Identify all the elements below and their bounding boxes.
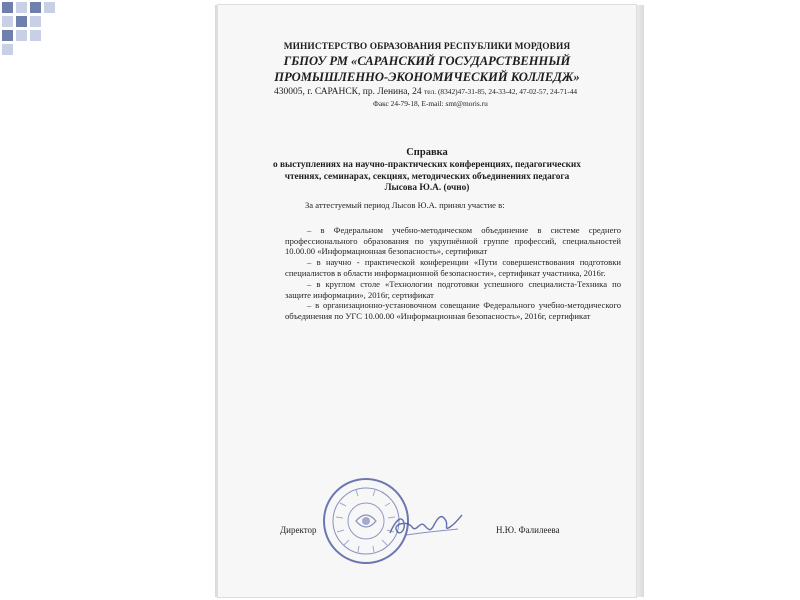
college-name-line2: ПРОМЫШЛЕННО-ЭКОНОМИЧЕСКИЙ КОЛЛЕДЖ» — [274, 70, 580, 84]
document-body — [285, 200, 621, 322]
fax-email: Факс 24-79-18, E-mail: smt@moris.ru — [373, 99, 488, 108]
participation-item: – в организационно-установочном совещание Федерального учебно-методического объединения по УГС 10.00.00 «Информационная безопасность», 2016г, сертификат — [285, 300, 621, 322]
corner-square — [2, 16, 13, 27]
corner-square — [30, 30, 41, 41]
college-name-line1: ГБПОУ РМ «САРАНСКИЙ ГОСУДАРСТВЕННЫЙ — [283, 54, 571, 68]
slide-corner-decoration — [0, 0, 70, 60]
document-subtitle-line2: чтениях, семинарах, секциях, методических объединениях педагога — [284, 172, 570, 182]
corner-square — [16, 16, 27, 27]
corner-square — [44, 2, 55, 13]
signatory-name: Н.Ю. Фалилеева — [496, 525, 560, 535]
address-text: 430005, г. САРАНСК, пр. Ленина, 24 — [274, 87, 422, 97]
corner-square — [30, 2, 41, 13]
corner-square — [2, 44, 13, 55]
signature-role: Директор — [280, 525, 317, 535]
corner-square — [30, 16, 41, 27]
document-subtitle-line1: о выступлениях на научно-практических конференциях, педагогических — [273, 160, 581, 170]
phone-numbers: тел. (8342)47-31-85, 24-33-42, 47-02-57, 24-71-44 — [424, 87, 578, 96]
corner-square — [2, 30, 13, 41]
ministry-name: МИНИСТЕРСТВО ОБРАЗОВАНИЯ РЕСПУБЛИКИ МОРДОВИЯ — [283, 42, 571, 52]
participation-item: – в Федеральном учебно-методическом объединение в системе среднего профессионального образования по укрупнённой группе профессий, специальностей 10.00.00 «Информационная безопасность», сертификат — [285, 224, 621, 257]
handwritten-signature-icon — [386, 507, 466, 543]
corner-square — [16, 2, 27, 13]
corner-square — [16, 30, 27, 41]
corner-square — [2, 2, 13, 13]
participation-item: – в научно - практической конференции «Пути совершенствования подготовки специалистов в области информационной безопасности», сертификат участника, 2016г. — [285, 257, 621, 278]
college-address — [274, 87, 634, 97]
document-title: Справка — [406, 147, 448, 158]
document-subtitle-line3: Лысова Ю.А. (очно) — [384, 183, 470, 193]
intro-paragraph: За аттестуемый период Лысов Ю.А. принял участие в: — [305, 200, 505, 210]
participation-item: – в круглом столе «Технологии подготовки успешного специалиста-Техника по защите информации», 2016г, сертификат — [285, 278, 621, 300]
scanned-document — [218, 5, 636, 597]
